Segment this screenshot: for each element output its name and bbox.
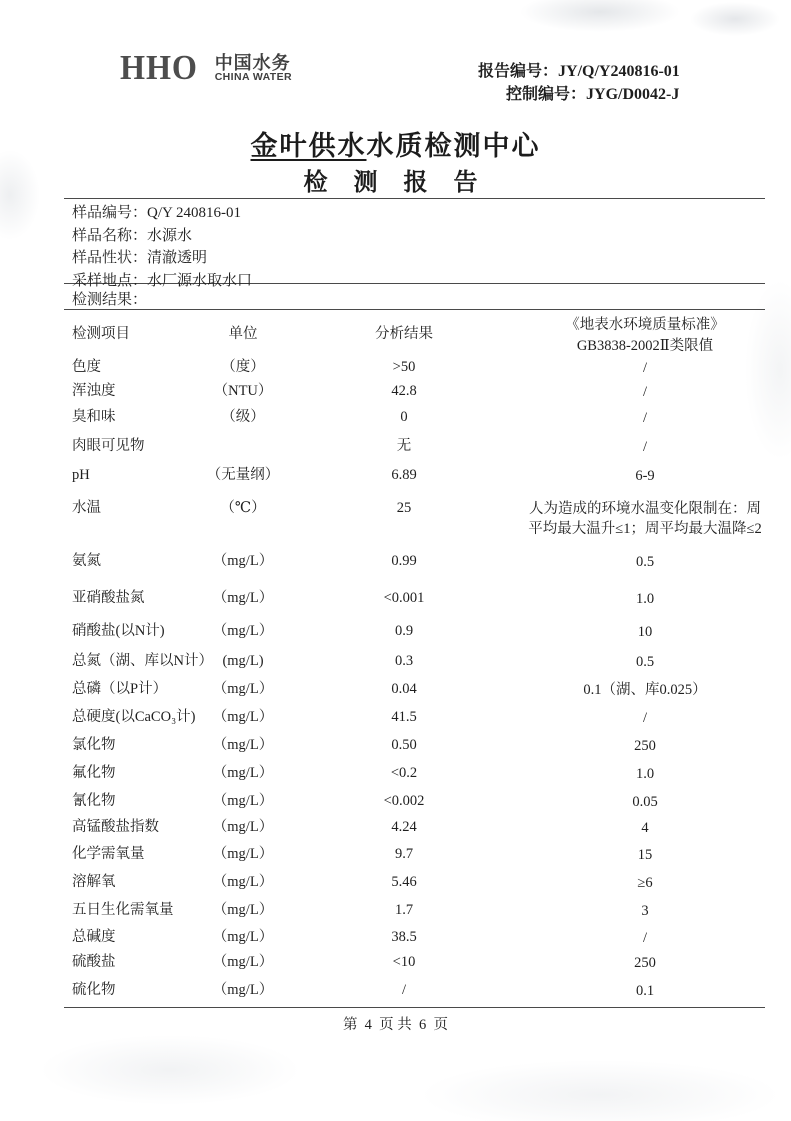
cell-item: 臭和味 — [72, 409, 116, 425]
cell-unit: （mg/L） — [212, 590, 274, 606]
cell-item: 浑浊度 — [72, 383, 116, 399]
cell-standard: 15 — [637, 847, 653, 863]
table-row — [64, 845, 766, 873]
table-row — [64, 466, 766, 499]
cell-standard: 3 — [641, 903, 649, 919]
table-row — [64, 901, 766, 928]
cell-item: 氯化物 — [72, 737, 116, 753]
control-number-line — [478, 83, 680, 106]
sample-info-value: Q/Y 240816-01 — [147, 205, 242, 221]
table-row — [64, 622, 766, 652]
cell-result: 5.46 — [391, 874, 417, 890]
cell-unit: （mg/L） — [212, 623, 274, 639]
scan-smudge — [690, 2, 780, 36]
cell-unit: （mg/L） — [212, 553, 274, 569]
table-row — [64, 928, 766, 953]
cell-unit: （mg/L） — [212, 902, 274, 918]
cell-standard: / — [642, 439, 648, 455]
cell-unit: （NTU） — [213, 383, 273, 399]
logo-chinese-name: 中国水务 — [214, 53, 291, 73]
cell-item: 肉眼可见物 — [72, 438, 145, 454]
cell-item: 总硬度(以CaCO₃计) — [72, 709, 196, 725]
cell-standard: 0.5 — [635, 654, 655, 670]
table-row — [64, 382, 766, 408]
sample-info-label: 样品性状： — [72, 250, 148, 266]
center-title-underlined: 金叶供水 — [250, 131, 367, 161]
table-row — [64, 708, 766, 736]
control-number-value: JYG/D0042-J — [586, 86, 680, 103]
cell-unit: （mg/L） — [212, 681, 274, 697]
divider-line-top — [64, 198, 765, 199]
table-row — [64, 818, 766, 845]
cell-standard: / — [642, 384, 648, 400]
table-row — [64, 358, 766, 382]
table-row — [64, 736, 766, 764]
cell-result: 6.89 — [391, 467, 417, 483]
report-subtitle: 检 测 报 告 — [303, 170, 488, 196]
scan-smudge — [420, 1060, 780, 1121]
cell-item: 硝酸盐(以N计) — [72, 623, 165, 639]
table-row — [64, 981, 766, 1007]
header-unit: 单位 — [228, 326, 258, 342]
cell-item: 水温 — [72, 500, 101, 516]
cell-result: 0.3 — [394, 653, 414, 669]
cell-unit: (mg/L) — [222, 653, 264, 669]
center-title-rest: 水质检测中心 — [366, 131, 541, 161]
table-row — [64, 792, 766, 818]
results-table-rows — [64, 358, 766, 1007]
sample-info-label: 样品名称： — [72, 227, 148, 244]
cell-standard: 250 — [634, 955, 656, 971]
cell-result: <0.001 — [383, 590, 425, 606]
cell-item: 化学需氧量 — [72, 846, 145, 862]
table-row — [64, 764, 766, 792]
cell-result: >50 — [392, 359, 416, 375]
cell-unit: （级） — [221, 409, 265, 425]
cell-unit: （mg/L） — [212, 929, 274, 945]
header-standard-line2: GB3838-2002Ⅱ类限值 — [576, 337, 714, 354]
cell-result: <0.002 — [383, 793, 425, 809]
cell-result: <0.2 — [390, 765, 418, 781]
cell-result: <10 — [392, 954, 416, 970]
cell-unit: （度） — [221, 359, 265, 375]
table-row — [64, 408, 766, 437]
sample-info-row — [72, 247, 252, 270]
cell-unit: （无量纲） — [206, 467, 280, 483]
cell-standard: 人为造成的环境水温变化限制在：周平均最大温升≤1；周平均最大温降≤2 — [528, 501, 762, 537]
cell-result: 42.8 — [391, 383, 417, 399]
table-row — [64, 552, 766, 589]
cell-unit: （mg/L） — [212, 954, 274, 970]
results-table — [64, 314, 766, 1007]
cell-standard: / — [642, 360, 648, 376]
scan-smudge — [520, 0, 680, 32]
header-standard — [524, 314, 766, 356]
report-number-label: 报告编号： — [478, 63, 559, 80]
cell-result: 0.04 — [391, 681, 417, 697]
cell-unit: （mg/L） — [212, 793, 274, 809]
cell-unit: （℃） — [220, 500, 266, 516]
cell-item: 硫酸盐 — [72, 954, 116, 970]
cell-standard: 10 — [637, 624, 653, 640]
cell-result: 1.7 — [394, 902, 414, 918]
header-item: 检测项目 — [72, 326, 130, 342]
divider-line-footer — [64, 1007, 765, 1008]
cell-result: 38.5 — [391, 929, 417, 945]
sample-info-row — [72, 202, 252, 225]
cell-item: 总碱度 — [72, 929, 116, 945]
sample-info-row — [72, 225, 252, 248]
cell-standard: 0.5 — [635, 554, 655, 570]
cell-standard: 4 — [641, 820, 649, 836]
cell-standard: 0.05 — [632, 794, 658, 810]
cell-unit: （mg/L） — [212, 819, 274, 835]
cell-result: / — [401, 982, 407, 998]
cell-standard: ≥6 — [637, 875, 653, 891]
cell-item: 氨氮 — [72, 553, 101, 569]
center-title — [0, 124, 791, 163]
cell-standard: 250 — [634, 738, 656, 754]
cell-item: 色度 — [72, 359, 101, 375]
cell-item: 高锰酸盐指数 — [72, 819, 159, 835]
sample-info-value: 水源水 — [147, 227, 193, 244]
scan-smudge — [40, 1035, 300, 1105]
sample-info-label: 样品编号： — [72, 205, 148, 221]
table-row — [64, 680, 766, 708]
company-logo — [120, 48, 292, 87]
cell-item: 总氮（湖、库以N计） — [72, 653, 213, 669]
cell-result: 0.99 — [391, 553, 417, 569]
cell-standard: 1.0 — [635, 591, 655, 607]
cell-standard: / — [642, 410, 648, 426]
cell-item: 硫化物 — [72, 982, 116, 998]
report-number-line — [478, 60, 680, 83]
cell-unit: （mg/L） — [212, 846, 274, 862]
table-row — [64, 652, 766, 680]
page-footer: 第 4 页 共 6 页 — [342, 1017, 449, 1033]
table-row — [64, 873, 766, 901]
cell-item: 溶解氧 — [72, 874, 116, 890]
cell-item: pH — [72, 467, 90, 483]
report-numbers — [478, 60, 680, 106]
logo-english-name: CHINA WATER — [214, 71, 292, 83]
cell-standard: 1.0 — [635, 766, 655, 782]
cell-unit: （mg/L） — [212, 709, 274, 725]
control-number-label: 控制编号： — [506, 86, 587, 103]
cell-standard: / — [642, 710, 648, 726]
cell-result: 41.5 — [391, 709, 417, 725]
cell-result: 无 — [396, 438, 412, 454]
sample-info-label: 采样地点： — [72, 272, 148, 289]
cell-result: 0.9 — [394, 623, 414, 639]
cell-item: 五日生化需氧量 — [72, 902, 174, 918]
sample-info-value: 清澈透明 — [147, 250, 208, 266]
table-row — [64, 953, 766, 981]
cell-standard: 6-9 — [635, 468, 655, 484]
logo-wordmark — [215, 53, 292, 83]
cell-unit: （mg/L） — [212, 982, 274, 998]
table-row — [64, 499, 766, 552]
sample-info — [72, 202, 252, 292]
table-row — [64, 589, 766, 622]
cell-result: 4.24 — [391, 819, 417, 835]
cell-standard: 0.1 — [635, 983, 655, 999]
table-row — [64, 437, 766, 466]
cell-result: 0 — [400, 409, 408, 425]
cell-unit: （mg/L） — [212, 765, 274, 781]
logo-hho-text: HHO — [120, 48, 198, 87]
results-section-label: 检测结果： — [72, 292, 148, 308]
cell-item: 亚硝酸盐氮 — [72, 590, 145, 606]
cell-item: 氰化物 — [72, 793, 116, 809]
cell-item: 氟化物 — [72, 765, 116, 781]
cell-result: 0.50 — [391, 737, 417, 753]
cell-unit: （mg/L） — [212, 737, 274, 753]
report-number-value: JY/Q/Y240816-01 — [558, 63, 680, 80]
header-result: 分析结果 — [375, 326, 433, 342]
cell-result: 25 — [396, 500, 412, 516]
cell-standard: 0.1（湖、库0.025） — [583, 682, 707, 698]
results-table-header — [64, 314, 766, 358]
cell-result: 9.7 — [394, 846, 414, 862]
cell-item: 总磷（以P计） — [72, 681, 168, 697]
sample-info-value: 水厂源水取水口 — [147, 272, 253, 289]
cell-standard: / — [642, 930, 648, 946]
cell-unit: （mg/L） — [212, 874, 274, 890]
header-standard-line1: 《地表水环境质量标准》 — [565, 317, 725, 333]
divider-line-results — [64, 309, 765, 310]
